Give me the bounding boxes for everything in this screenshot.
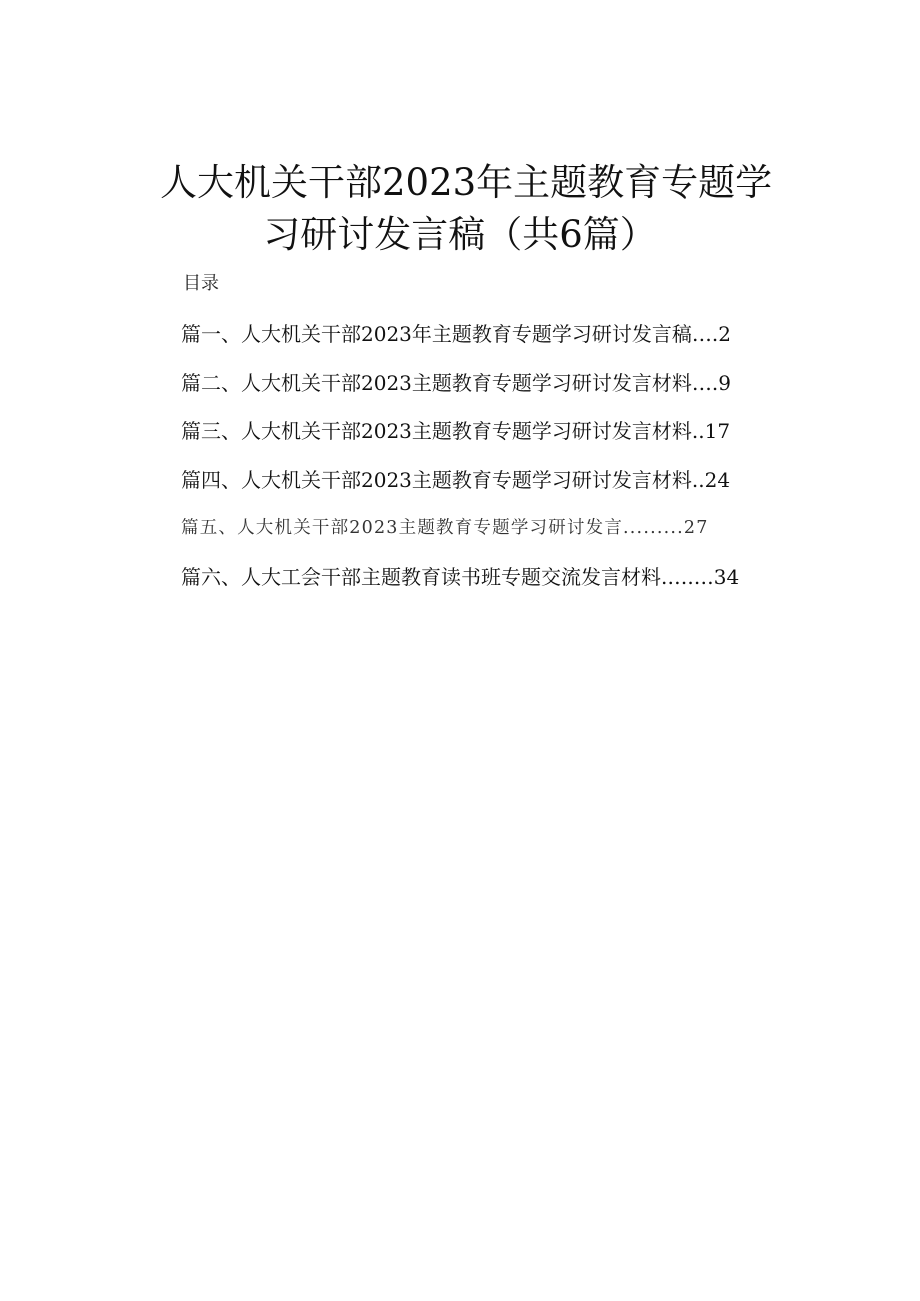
toc-item-6[interactable] xyxy=(181,561,801,610)
toc-item-text: 篇六、人大工会干部主题教育读书班专题交流发言材料.….…34 xyxy=(181,564,740,589)
toc-item-text: 篇五、人大机关干部2023主题教育专题学习研讨发言.........27 xyxy=(181,518,709,538)
toc-item-text: 篇一、人大机关干部2023年主题教育专题学习研讨发言稿….2 xyxy=(181,322,731,346)
document-title xyxy=(160,157,773,261)
toc-item-5[interactable] xyxy=(181,512,801,561)
toc-item-3[interactable] xyxy=(181,415,801,464)
toc-item-1[interactable] xyxy=(181,318,801,367)
toc-item-text: 篇二、人大机关干部2023主题教育专题学习研讨发言材料….9 xyxy=(181,370,731,395)
title-line-2: 习研讨发言稿（共6篇） xyxy=(263,212,657,256)
toc-heading: 目录 xyxy=(183,273,219,294)
toc-item-4[interactable] xyxy=(181,464,801,513)
toc-item-2[interactable] xyxy=(181,367,801,416)
toc-item-text: 篇四、人大机关干部2023主题教育专题学习研讨发言材料..24 xyxy=(181,467,731,492)
table-of-contents xyxy=(181,318,801,609)
toc-item-text: 篇三、人大机关干部2023主题教育专题学习研讨发言材料..17 xyxy=(181,419,731,443)
title-line-1: 人大机关干部2023年主题教育专题学 xyxy=(160,160,773,204)
